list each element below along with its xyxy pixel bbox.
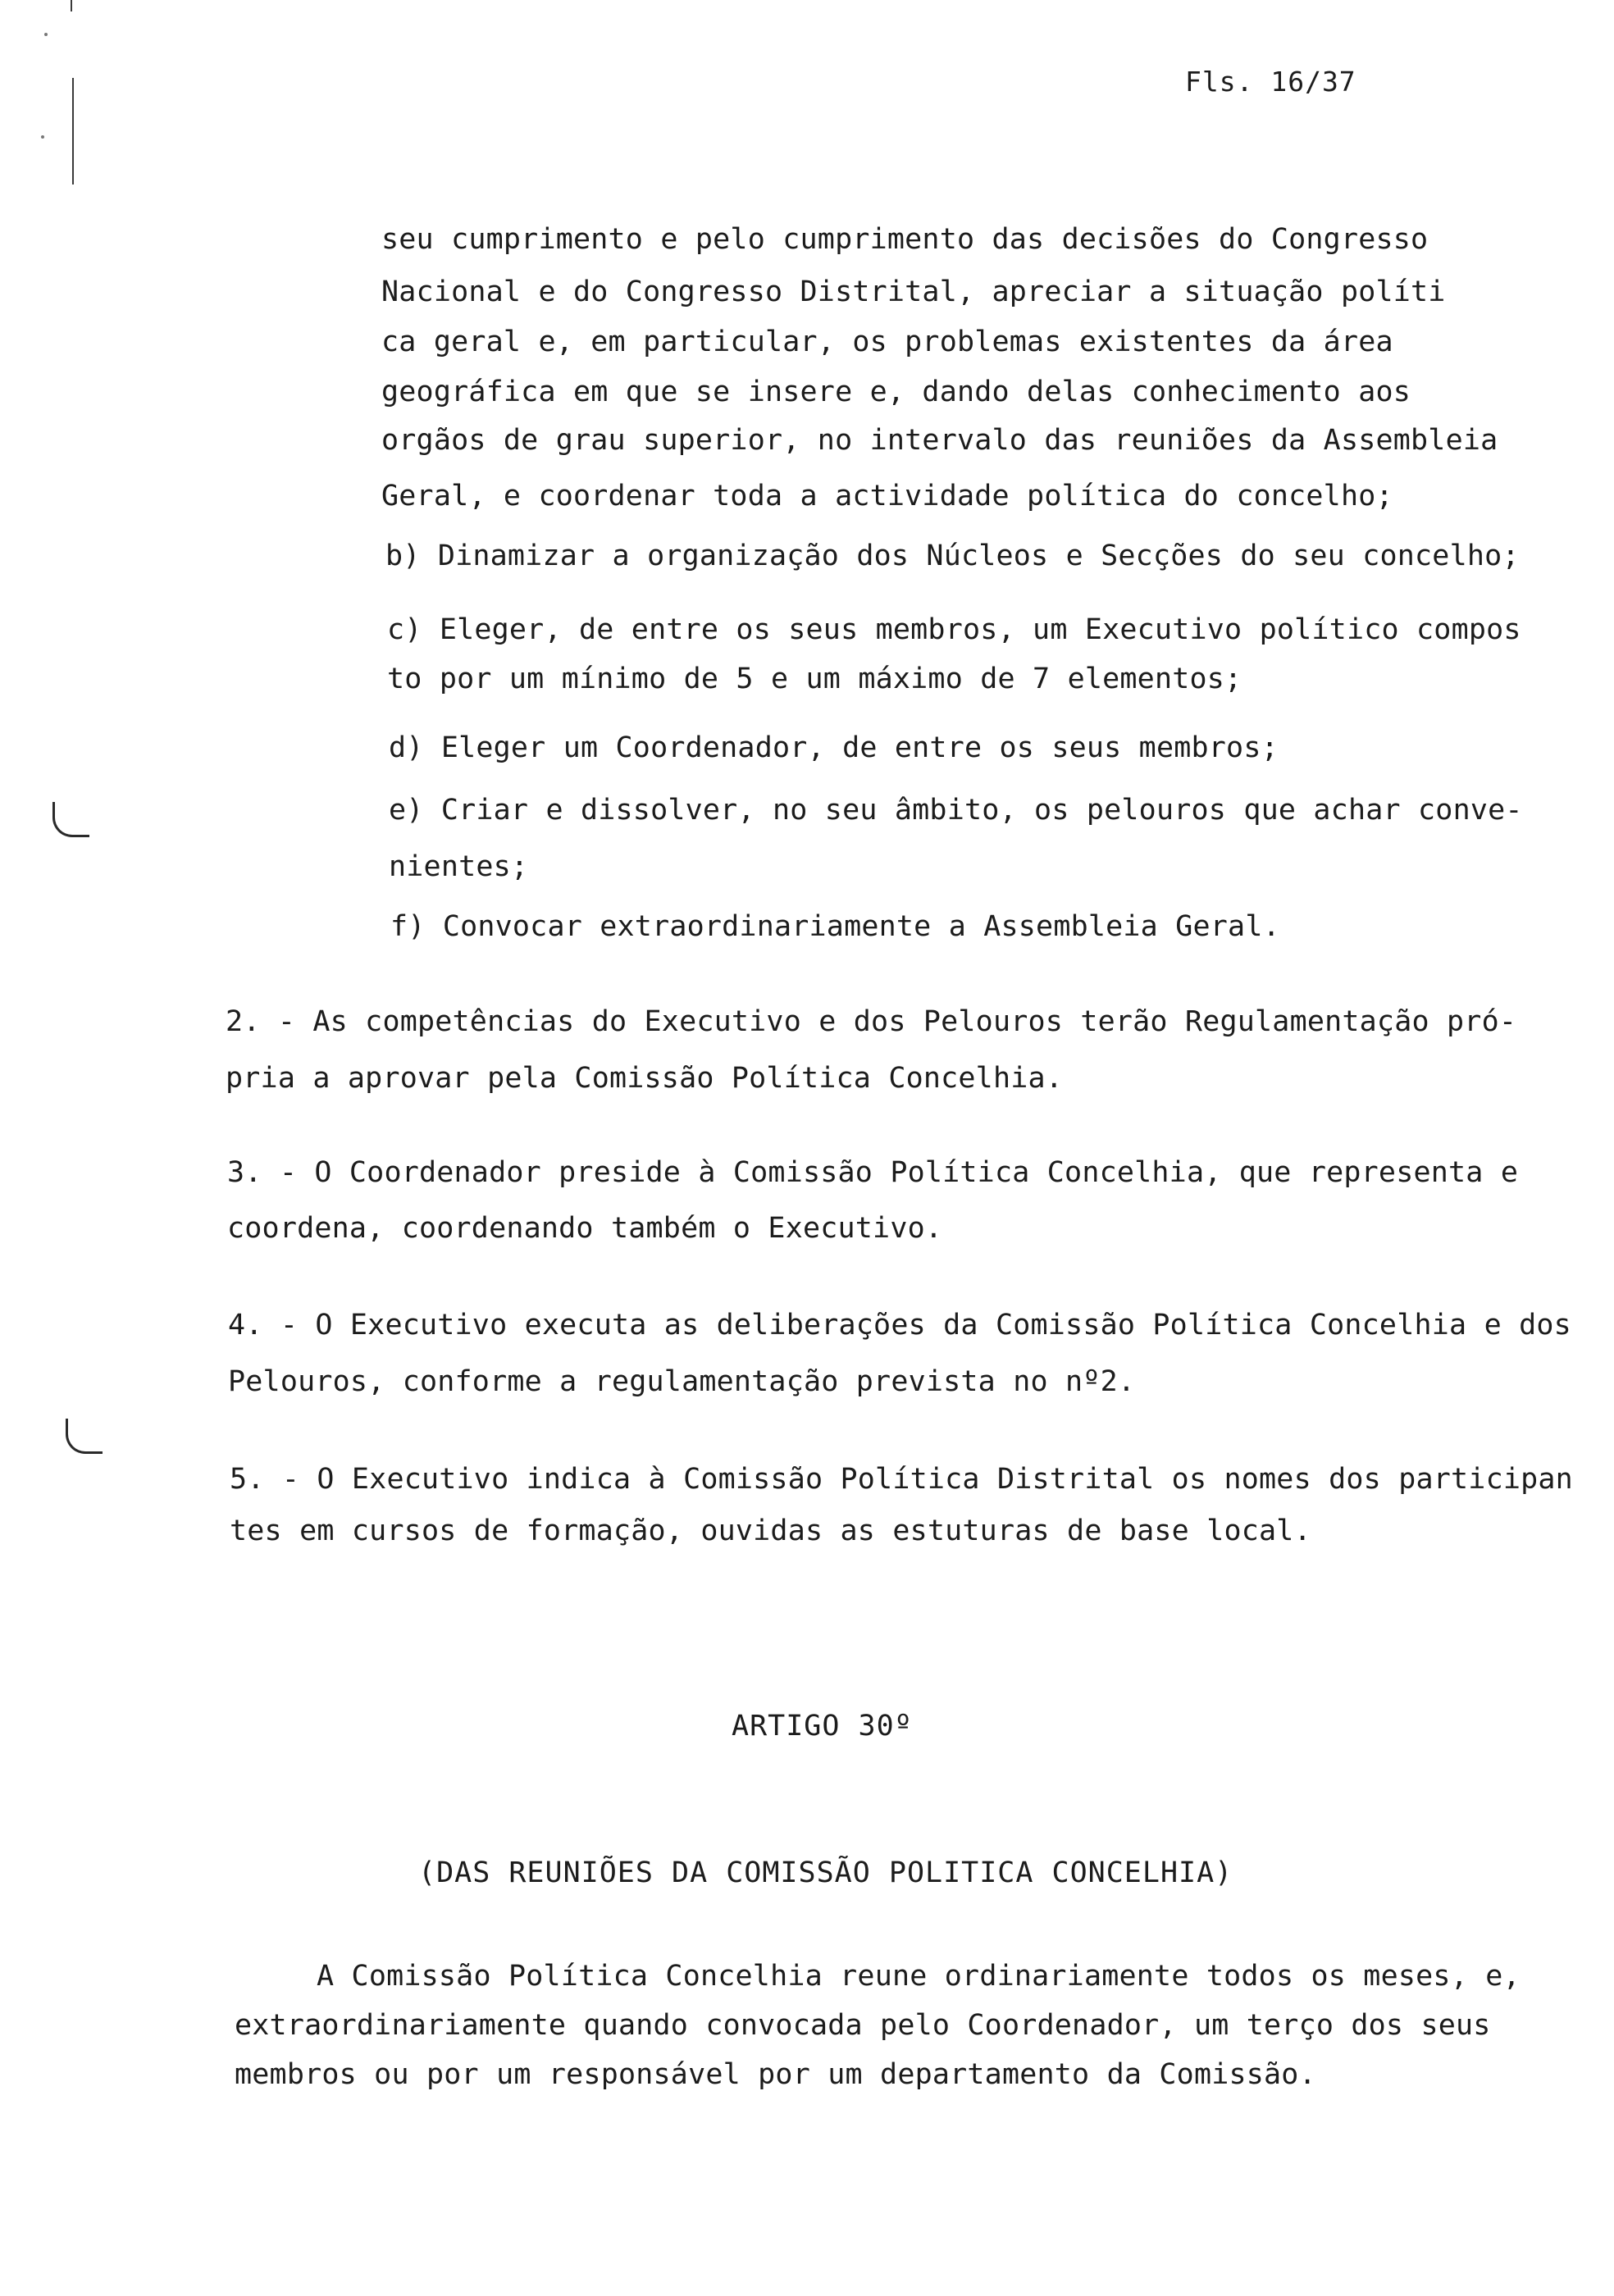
text-line: 3. - O Coordenador preside à Comissão Política Concelhia, que representa e: [227, 1156, 1519, 1189]
text-line: e) Criar e dissolver, no seu âmbito, os pelouros que achar conve-: [389, 794, 1523, 827]
text-line: ca geral e, em particular, os problemas existentes da área: [381, 326, 1393, 358]
text-line: seu cumprimento e pelo cumprimento das decisões do Congresso: [381, 223, 1429, 256]
text-line: tes em cursos de formação, ouvidas as estuturas de base local.: [230, 1515, 1311, 1547]
item-b: b) Dinamizar a organização dos Núcleos e Secções do seu concelho;: [385, 540, 1520, 572]
text-line: membros ou por um responsável por um departamento da Comissão.: [235, 2058, 1316, 2091]
text-line: orgãos de grau superior, no intervalo das reuniões da Assembleia: [381, 424, 1498, 457]
text-line: A Comissão Política Concelhia reune ordinariamente todos os meses, e,: [317, 1960, 1521, 1993]
folio-number: Fls. 16/37: [1185, 66, 1356, 98]
text-line: geográfica em que se insere e, dando delas conhecimento aos: [381, 376, 1411, 408]
text-line: coordena, coordenando também o Executivo.: [227, 1212, 943, 1245]
text-line: 2. - As competências do Executivo e dos Pelouros terão Regulamentação pró-: [226, 1005, 1517, 1038]
item-f: f) Convocar extraordinariamente a Assembleia Geral.: [390, 910, 1280, 943]
binder-line-mark: [72, 78, 74, 184]
text-line: Nacional e do Congresso Distrital, apreciar a situação políti: [381, 276, 1446, 308]
punch-corner-mark-lower: [66, 1419, 103, 1454]
text-line: 5. - O Executivo indica à Comissão Política Distrital os nomes dos participan: [230, 1463, 1573, 1496]
text-line: Pelouros, conforme a regulamentação prevista no nº2.: [228, 1365, 1136, 1398]
text-line: nientes;: [389, 850, 529, 883]
text-line: extraordinariamente quando convocada pelo Coordenador, um terço dos seus: [235, 2009, 1491, 2042]
text-line: c) Eleger, de entre os seus membros, um Executivo político compos: [387, 613, 1521, 646]
text-line: to por um mínimo de 5 e um máximo de 7 elementos;: [387, 663, 1242, 695]
text-line: 4. - O Executivo executa as deliberações da Comissão Política Concelhia e dos: [228, 1309, 1571, 1342]
article-title: ARTIGO 30º: [732, 1710, 913, 1742]
binder-tick-mark: [71, 0, 72, 11]
punch-corner-mark-upper: [52, 802, 89, 837]
margin-speck: [41, 135, 44, 139]
margin-speck: [44, 33, 48, 36]
item-d: d) Eleger um Coordenador, de entre os seus membros;: [389, 731, 1279, 764]
article-subtitle: (DAS REUNIÕES DA COMISSÃO POLITICA CONCELHIA): [418, 1856, 1233, 1889]
text-line: pria a aprovar pela Comissão Política Concelhia.: [226, 1062, 1064, 1095]
text-line: Geral, e coordenar toda a actividade política do concelho;: [381, 480, 1393, 512]
